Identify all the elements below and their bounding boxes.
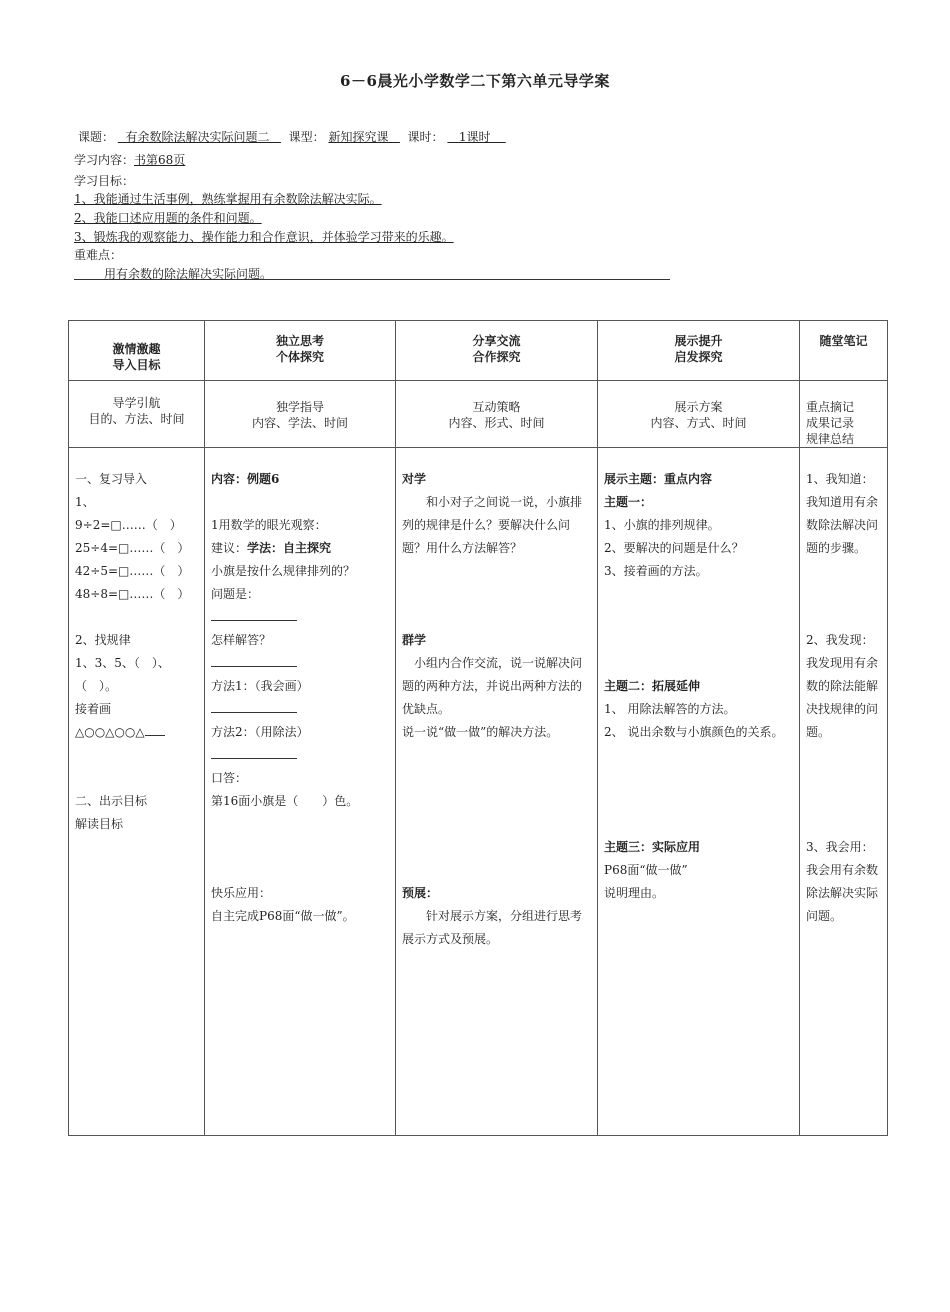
type-value: 新知探究课 — [328, 130, 389, 144]
topic-label: 课题： — [78, 130, 115, 144]
goals-label: 学习目标： — [74, 174, 135, 188]
shape-sequence: △○○△○○△ — [75, 725, 145, 739]
subheader-col-3: 互动策略 内容、形式、时间 — [396, 381, 598, 448]
topic-line — [78, 130, 506, 145]
goal-3: 3、锻炼我的观察能力、操作能力和合作意识，并体验学习带来的乐趣。 — [74, 230, 454, 244]
content-row — [69, 448, 888, 1136]
header-row — [69, 321, 888, 381]
period-label: 课时： — [407, 130, 444, 144]
subheader-col-5: 重点摘记 成果记录 规律总结 — [800, 381, 888, 448]
content-label: 学习内容： — [74, 153, 135, 167]
subheader-col-1: 导学引航 目的、方法、时间 — [69, 381, 205, 448]
col-notes: 1、我知道： 我知道用有余数除法解决问题的步骤。 2、我发现： 我发现用有余数的除法能解决找规律的问题。 3、我会用： 我会用有余数除法解决实际问题。 — [800, 448, 888, 1136]
answer-blank-3 — [211, 702, 297, 713]
lesson-table — [68, 320, 888, 1136]
subheader-row — [69, 381, 888, 448]
col-intro: 一、复习导入 1、 9÷2=□……（ ） 25÷4=□……（ ） 42÷5=□……（ ） 48÷8=□……（ ） 2、找规律 1、3、5、（ ）、（ ）。 接着画 △○○△○○△ 二、出示目标 解读目标 — [69, 448, 205, 1136]
content-value: 书第68页 — [134, 153, 186, 167]
header-col-1: 激情激趣 导入目标 — [69, 321, 205, 381]
header-col-2: 独立思考 个体探究 — [205, 321, 396, 381]
col-individual: 内容：例题6 1用数学的眼光观察： 建议：学法：自主探究 小旗是按什么规律排列的？ 问题是： 怎样解答？ 方法1：（我会画） 方法2：（用除法） 口答： 第16面小旗是（ ）色。 快乐应用： 自主完成P68面“做一做”。 — [205, 448, 396, 1136]
key-label: 重难点： — [74, 248, 123, 262]
period-value: 1课时 — [458, 130, 491, 144]
goal-1: 1、我能通过生活事例，熟练掌握用有余数除法解决实际。 — [74, 192, 382, 206]
answer-blank-2 — [211, 656, 297, 667]
col-cooperative: 对学 和小对子之间说一说，小旗排列的规律是什么？要解决什么问题？用什么方法解答？ 群学 小组内合作交流，说一说解决问题的两种方法，并说出两种方法的优缺点。 说一说“做一做”的解决方法。 预展： 针对展示方案，分组进行思考展示方式及预展。 — [396, 448, 598, 1136]
topic-value: 有余数除法解决实际问题二 — [125, 130, 270, 144]
col-presentation: 展示主题：重点内容 主题一： 1、小旗的排列规律。 2、要解决的问题是什么？ 3、接着画的方法。 主题二：拓展延伸 1、 用除法解答的方法。 2、 说出余数与小旗颜色的关系。 主题三：实际应用 P68面“做一做” 说明理由。 — [598, 448, 800, 1136]
subheader-col-4: 展示方案 内容、方式、时间 — [598, 381, 800, 448]
key-value: 用有余数的除法解决实际问题。 — [104, 267, 273, 281]
page-title: 6－6晨光小学数学二下第六单元导学案 — [340, 72, 610, 90]
content-line — [74, 153, 185, 168]
header-col-5: 随堂笔记 — [800, 321, 888, 381]
header-col-4: 展示提升 启发探究 — [598, 321, 800, 381]
goal-2: 2、我能口述应用题的条件和问题。 — [74, 211, 262, 225]
answer-blank-4 — [211, 748, 297, 759]
key-underline — [74, 279, 670, 280]
answer-blank-1 — [211, 610, 297, 621]
type-label: 课型： — [288, 130, 325, 144]
header-col-3: 分享交流 合作探究 — [396, 321, 598, 381]
subheader-col-2: 独学指导 内容、学法、时间 — [205, 381, 396, 448]
